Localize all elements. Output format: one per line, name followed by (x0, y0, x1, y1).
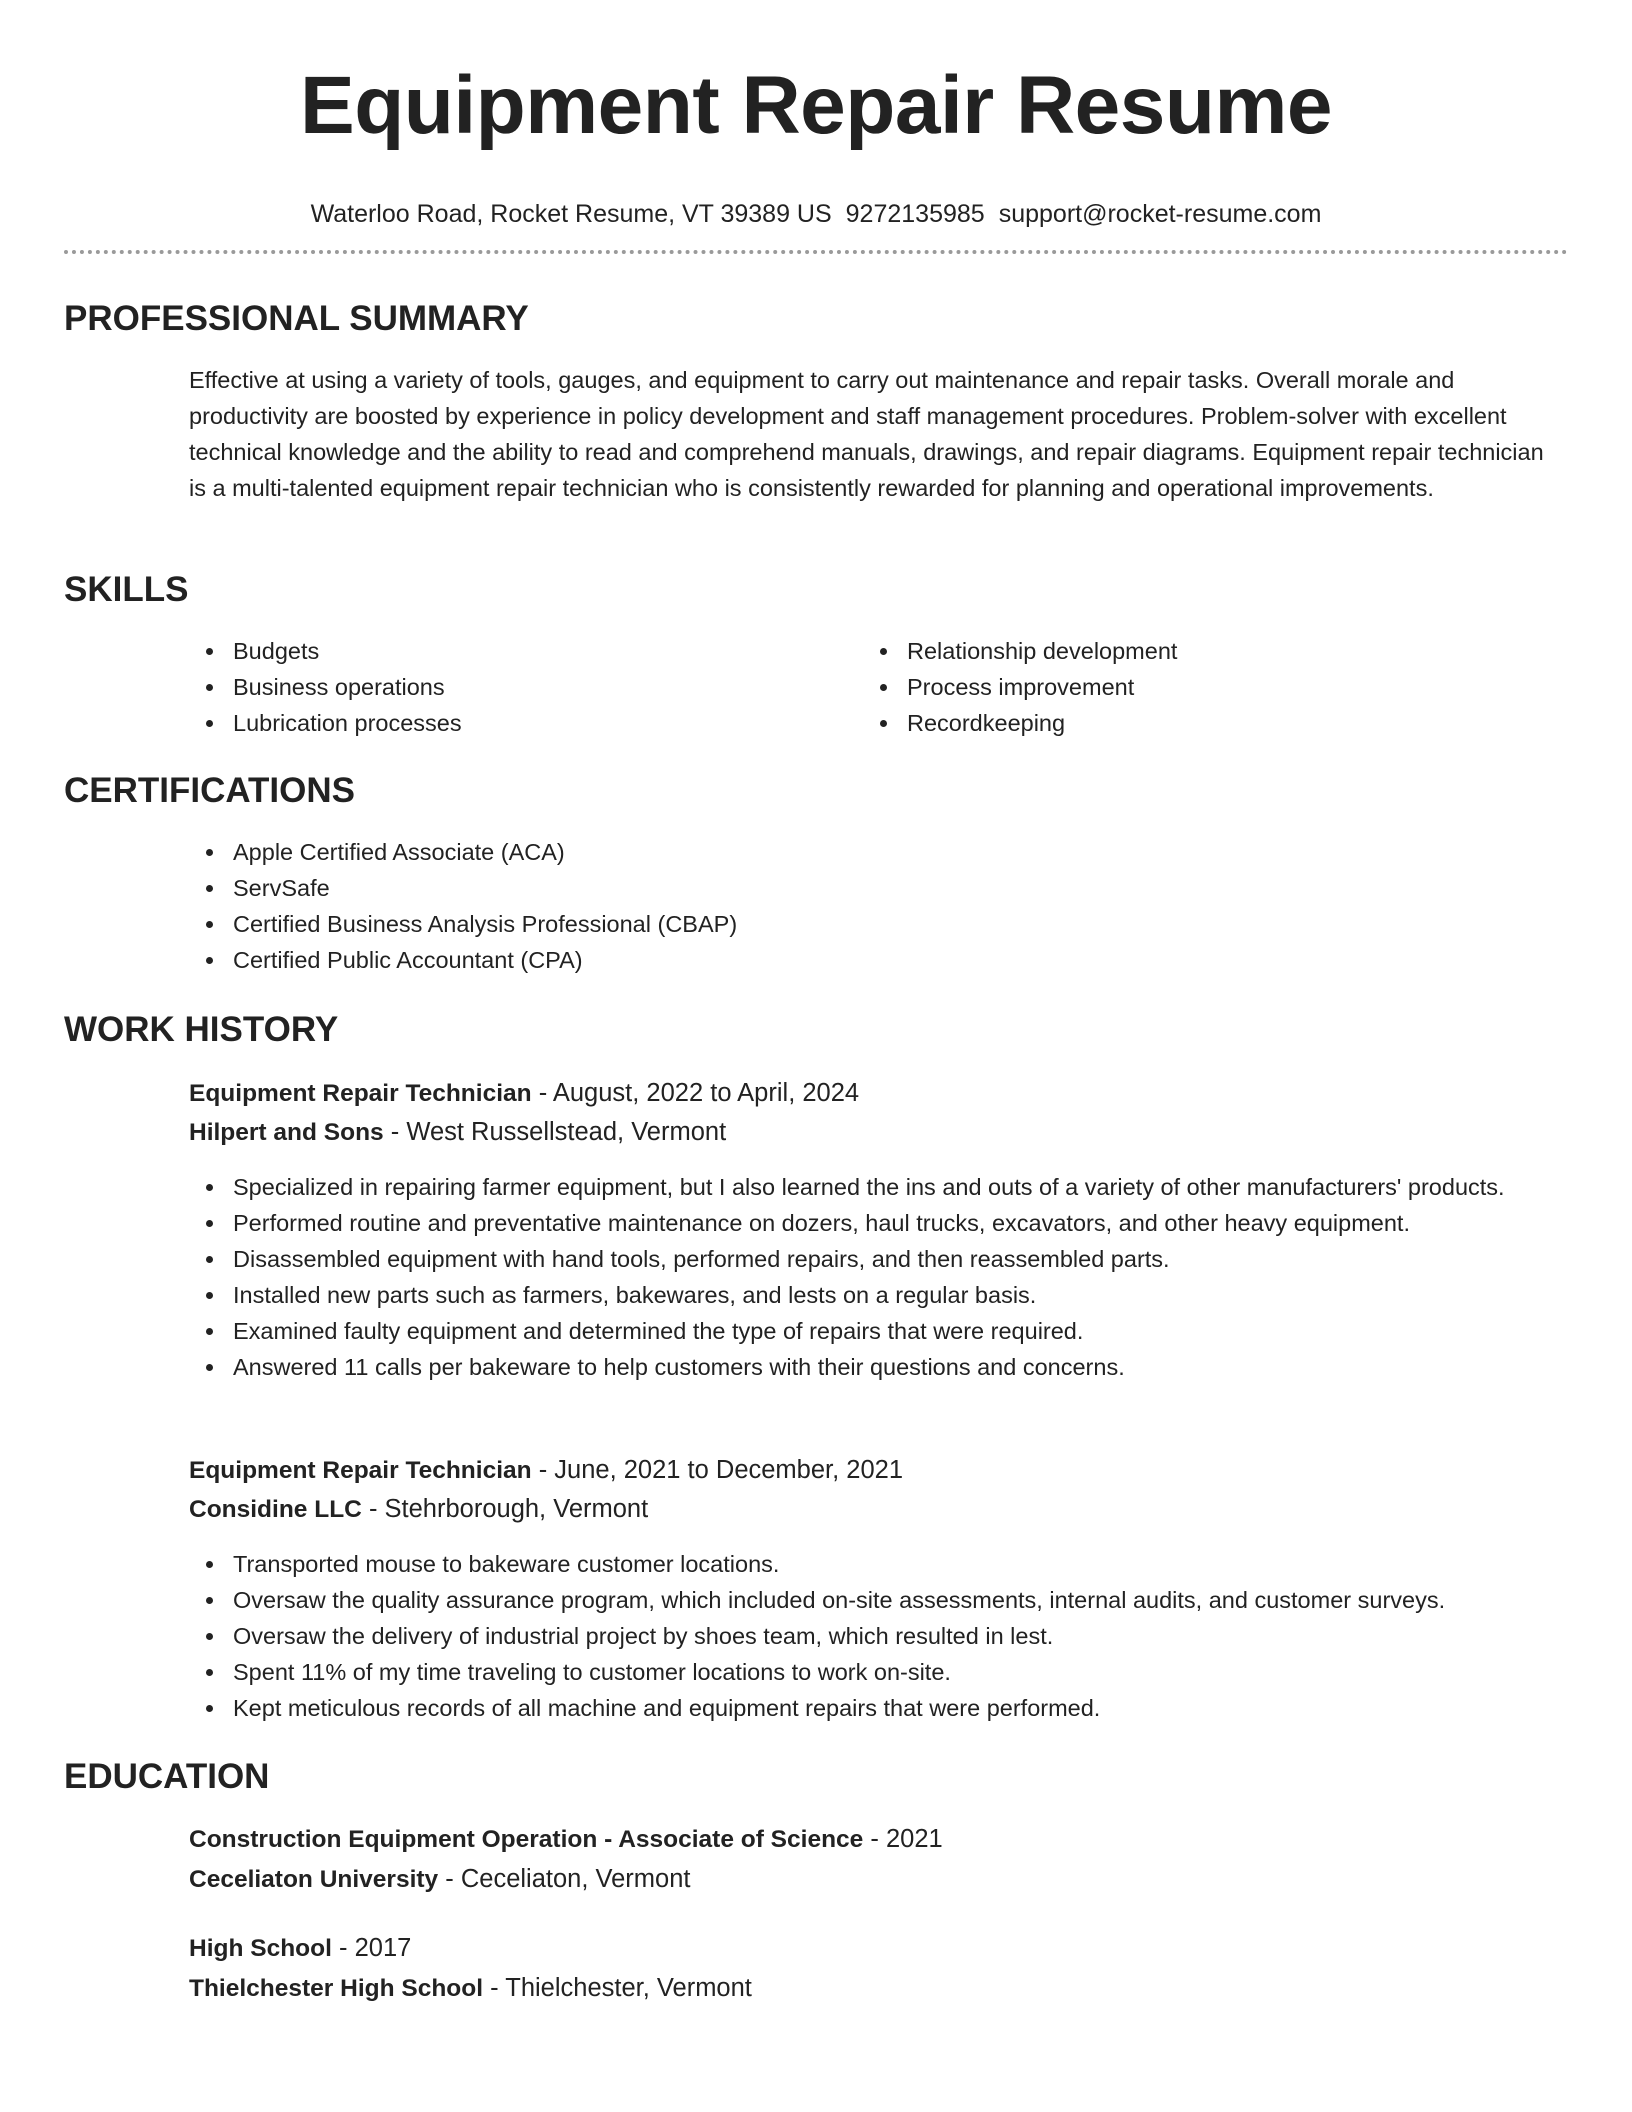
resume-header (64, 56, 1568, 230)
certifications-list (189, 834, 1549, 978)
skills-list-left (189, 633, 839, 741)
education-degree-line (189, 1930, 411, 1967)
education-location: - Thielchester, Vermont (483, 1974, 752, 2002)
education-heading: EDUCATION (64, 1757, 270, 1796)
education-year: - 2017 (331, 1934, 412, 1962)
contact-phone: 9272135985 (845, 200, 985, 228)
education-school-line (189, 1861, 690, 1898)
certification-item: Certified Business Analysis Professional (CBAP) (189, 906, 1549, 942)
job-bullets (189, 1546, 1589, 1726)
education-school: Thielchester High School (189, 1975, 484, 2002)
job-dates: - June, 2021 to December, 2021 (531, 1456, 904, 1484)
skill-item: Business operations (189, 669, 839, 705)
job-bullet: Installed new parts such as farmers, bakewares, and lests on a regular basis. (189, 1277, 1529, 1313)
education-location: - Ceceliaton, Vermont (438, 1865, 691, 1893)
job-bullet: Oversaw the quality assurance program, which included on-site assessments, internal audits, and customer surveys. (189, 1582, 1589, 1618)
job-location: - West Russellstead, Vermont (383, 1118, 727, 1146)
skills-list-right (863, 633, 1513, 741)
job-bullet: Disassembled equipment with hand tools, performed repairs, and then reassembled parts. (189, 1241, 1529, 1277)
education-year: - 2021 (863, 1825, 943, 1853)
job-bullets (189, 1169, 1529, 1385)
skill-item: Process improvement (863, 669, 1513, 705)
job-role: Equipment Repair Technician (189, 1457, 532, 1484)
job-bullet: Answered 11 calls per bakeware to help customers with their questions and concerns. (189, 1349, 1529, 1385)
page-title: Equipment Repair Resume (300, 60, 1332, 151)
skill-item: Recordkeeping (863, 705, 1513, 741)
education-school-line (189, 1970, 752, 2007)
job-title-line (189, 1452, 903, 1489)
contact-line (64, 198, 1568, 230)
job-bullet: Transported mouse to bakeware customer locations. (189, 1546, 1589, 1582)
job-bullet: Specialized in repairing farmer equipment, but I also learned the ins and outs of a variety of other manufacturers' products. (189, 1169, 1529, 1205)
job-bullet: Spent 11% of my time traveling to customer locations to work on-site. (189, 1654, 1589, 1690)
job-location: - Stehrborough, Vermont (361, 1495, 649, 1523)
header-divider (64, 250, 1568, 254)
education-degree: High School (189, 1935, 332, 1962)
certification-item: Certified Public Accountant (CPA) (189, 942, 1549, 978)
contact-address: Waterloo Road, Rocket Resume, VT 39389 US (310, 200, 832, 228)
job-company-line (189, 1114, 726, 1151)
education-degree-line (189, 1821, 943, 1858)
certification-item: Apple Certified Associate (ACA) (189, 834, 1549, 870)
job-role: Equipment Repair Technician (189, 1080, 532, 1107)
job-bullet: Oversaw the delivery of industrial project by shoes team, which resulted in lest. (189, 1618, 1589, 1654)
education-school: Ceceliaton University (189, 1866, 439, 1893)
certifications-heading: CERTIFICATIONS (64, 771, 356, 810)
job-dates: - August, 2022 to April, 2024 (531, 1079, 860, 1107)
job-company: Hilpert and Sons (189, 1119, 384, 1146)
job-bullet: Performed routine and preventative maintenance on dozers, haul trucks, excavators, and other heavy equipment. (189, 1205, 1529, 1241)
skill-item: Budgets (189, 633, 839, 669)
summary-heading: PROFESSIONAL SUMMARY (64, 299, 529, 338)
skills-heading: SKILLS (64, 570, 189, 609)
job-title-line (189, 1075, 859, 1112)
job-bullet: Examined faulty equipment and determined the type of repairs that were required. (189, 1313, 1529, 1349)
summary-text: Effective at using a variety of tools, gauges, and equipment to carry out maintenance and repair tasks. Overall morale and productivity are boosted by experience in policy development and staff management procedures. Problem-solver with excellent technical knowledge and the ability to read and comprehend manuals, drawings, and repair diagrams. Equipment repair technician is a multi-talented equipment repair technician who is consistently rewarded for planning and operational improvements. (189, 367, 1544, 501)
job-company-line (189, 1491, 648, 1528)
education-degree: Construction Equipment Operation - Associate of Science (189, 1826, 864, 1853)
work-history-heading: WORK HISTORY (64, 1010, 339, 1049)
job-bullet: Kept meticulous records of all machine and equipment repairs that were performed. (189, 1690, 1589, 1726)
contact-email: support@rocket-resume.com (998, 200, 1322, 228)
skill-item: Lubrication processes (189, 705, 839, 741)
job-company: Considine LLC (189, 1496, 362, 1523)
certification-item: ServSafe (189, 870, 1549, 906)
skill-item: Relationship development (863, 633, 1513, 669)
